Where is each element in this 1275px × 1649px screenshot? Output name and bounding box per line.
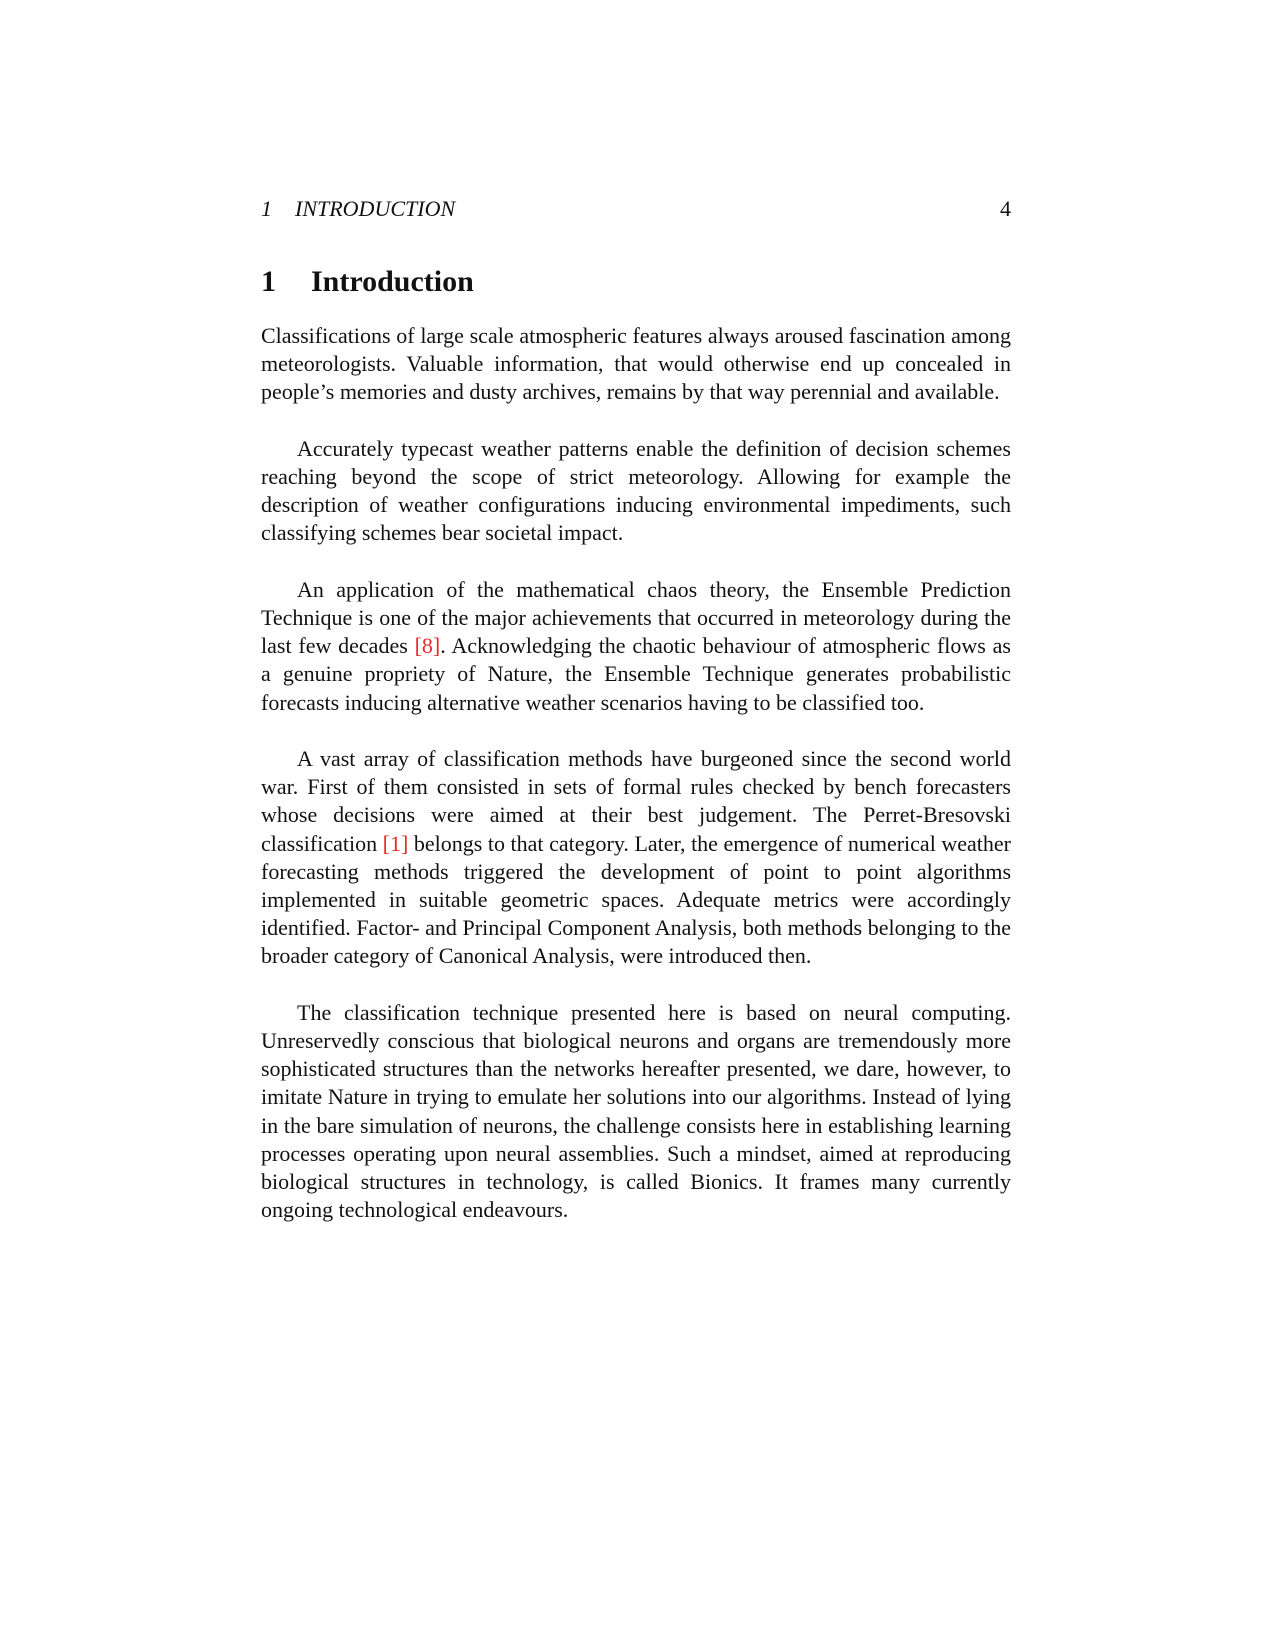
paragraph-2: Accurately typecast weather patterns enable the definition of decision schemes reaching beyond the scope of strict meteorology. Allowing for example the description of weather configurations inducing environmental impediments, such classifying schemes bear societal impact.	[261, 435, 1011, 546]
paragraph-4-text-after: belongs to that category. Later, the emergence of numerical weather forecasting methods triggered the development of point to point algorithms implemented in suitable geometric spaces. Adequate metrics were accordingly identified. Factor- and Principal Component Analysis, both methods belonging to the broader category of Canonical Analysis, were introduced then.	[261, 830, 1011, 969]
paragraph-4-text-before: A vast array of classification methods have burgeoned since the second world war. First of them consisted in sets of formal rules checked by bench forecasters whose decisions were aimed at their best judgement. The Perret-Bresovski classification	[261, 746, 1011, 856]
paragraph-3-text-before: An application of the mathematical chaos theory, the Ensemble Prediction Technique is one of the major achievements that occurred in meteorology during the last few decades	[261, 576, 1011, 659]
running-head-section	[261, 196, 455, 222]
page-number: 4	[1000, 196, 1011, 221]
paragraph-1: Classifications of large scale atmospheric features always aroused fascination among meteorologists. Valuable information, that would otherwise end up concealed in people’s memories and dusty archives, remains by that way perennial and available.	[261, 323, 1011, 405]
body-text	[261, 322, 1011, 1253]
paragraph-5: The classification technique presented here is based on neural computing. Unreservedly conscious that biological neurons and organs are tremendously more sophisticated structures than the networks hereafter presented, we dare, however, to imitate Nature in trying to emulate her solutions into our algorithms. Instead of lying in the bare simulation of neurons, the challenge consists here in establishing learning processes operating upon neural assemblies. Such a mindset, aimed at reproducing biological structures in technology, is called Bionics. It frames many currently ongoing technological endeavours.	[261, 999, 1011, 1223]
section-number: 1	[261, 265, 276, 298]
citation-link-8[interactable]: [8]	[414, 633, 441, 659]
running-head	[261, 196, 1011, 226]
paragraph-4	[261, 745, 1011, 971]
section-title: Introduction	[311, 265, 474, 298]
section-heading	[261, 262, 474, 302]
paragraph-3	[261, 576, 1011, 717]
paragraph-3-text-after: . Acknowledging the chaotic behaviour of atmospheric flows as a genuine propriety of Nature, the Ensemble Technique generates probabilistic forecasts inducing alternative weather scenarios having to be classified too.	[261, 633, 1011, 715]
running-head-section-number: 1	[261, 196, 272, 221]
citation-link-1[interactable]: [1]	[382, 830, 409, 856]
running-head-section-title: INTRODUCTION	[295, 196, 456, 221]
